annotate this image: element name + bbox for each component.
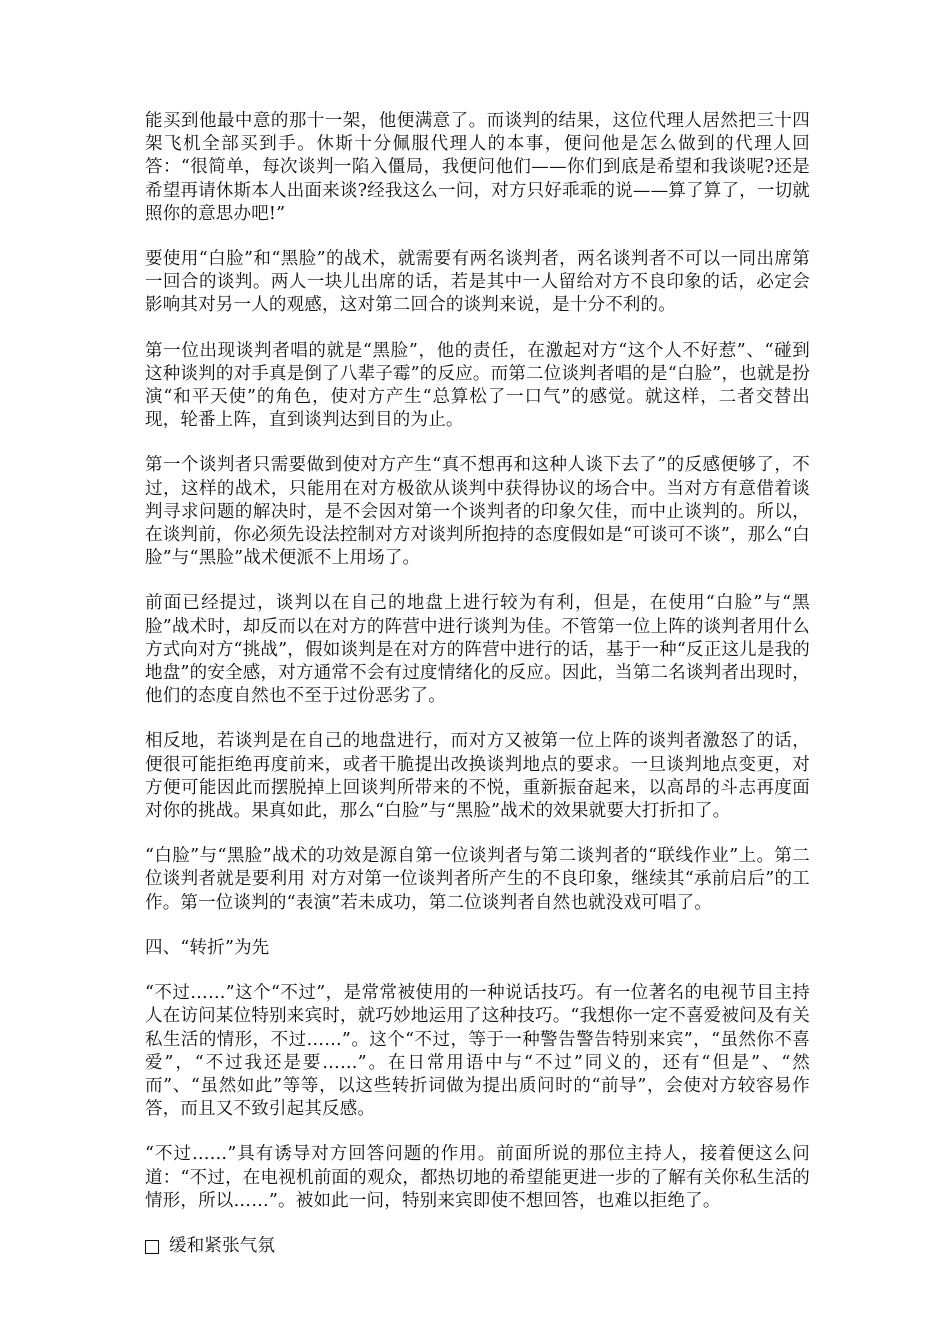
paragraph-5: 前面已经提过，谈判以在自己的地盘上进行较为有利，但是，在使用“白脸”与“黑脸”战术时，却反而以在对方的阵营中进行谈判为佳。不管第一位上阵的谈判者用什么方式向对方“挑战”，假如谈判是在对方的阵营中进行的话，基于一种“反正这儿是我的地盘”的安全感，对方通常不会有过度情绪化的反应。因此，当第二名谈判者出现时，他们的态度自然也不至于过份恶劣了。: [145, 593, 810, 707]
section-paragraph-2: “不过……”具有诱导对方回答问题的作用。前面所说的那位主持人，接着便这么问道：“不过，在电视机前面的观众，都热切地的希望能更进一步的了解有关你私生活的情形，所以……”。被如此一问，特别来宾即使不想回答，也难以拒绝了。: [145, 1144, 810, 1211]
section-paragraph-1: “不过……”这个“不过”，是常常被使用的一种说话技巧。有一位著名的电视节目主持人在访问某位特别来宾时，就巧妙地运用了这种技巧。“我想你一定不喜爱被问及有关私生活的情形，不过……”。这个“不过，等于一种警告警告特别来宾”，“虽然你不喜爱”，“不过我还是要……”。在日常用语中与“不过”同义的，还有“但是”、“然而”、“虽然如此”等等，以这些转折词做为提出质问时的“前导”，会使对方较容易作答，而且又不致引起其反感。: [145, 983, 810, 1120]
paragraph-4: 第一个谈判者只需要做到使对方产生“真不想再和这种人谈下去了”的反感便够了，不过，这样的战术，只能用在对方极欲从谈判中获得协议的场合中。当对方有意借着谈判寻求问题的解决时，是不会因对第一个谈判者的印象欠佳，而中止谈判的。所以，在谈判前，你必须先设法控制对方对谈判所抱持的态度假如是“可谈可不谈”，那么“白脸”与“黑脸”战术便派不上用场了。: [145, 455, 810, 569]
paragraph-2: 要使用“白脸”和“黑脸”的战术，就需要有两名谈判者，两名谈判者不可以一同出席第一回合的谈判。两人一块儿出席的话，若是其中一人留给对方不良印象的话，必定会影响其对另一人的观感，这对第二回合的谈判来说，是十分不利的。: [145, 249, 810, 316]
paragraph-6: 相反地，若谈判是在自己的地盘进行，而对方又被第一位上阵的谈判者激怒了的话，便很可能拒绝再度前来，或者干脆提出改换谈判地点的要求。一旦谈判地点变更，对方便可能因此而摆脱掉上回谈判所带来的不悦，重新振奋起来，以高昂的斗志再度面对你的挑战。果真如此，那么“白脸”与“黑脸”战术的效果就要大打折扣了。: [145, 731, 810, 822]
bullet-heading-text: 缓和紧张气氛: [169, 1235, 276, 1256]
square-box-icon: [145, 1240, 159, 1254]
paragraph-1: 能买到他最中意的那十一架，他便满意了。而谈判的结果，这位代理人居然把三十四架飞机全部买到手。休斯十分佩服代理人的本事，便问他是怎么做到的代理人回答：“很简单，每次谈判一陷入僵局，我便问他们——你们到底是希望和我谈呢?还是希望再请休斯本人出面来谈?经我这么一问，对方只好乖乖的说——算了算了，一切就照你的意思办吧!”: [145, 111, 810, 224]
section-heading: 四、“转折”为先: [145, 937, 270, 958]
bullet-heading: [145, 1235, 810, 1258]
paragraph-3: 第一位出现谈判者唱的就是“黑脸”，他的责任，在激起对方“这个人不好惹”、“碰到这种谈判的对手真是倒了八辈子霉”的反应。而第二位谈判者唱的是“白脸”，也就是扮演“和平天使”的角色，使对方产生“总算松了一口气”的感觉。就这样，二者交替出现，轮番上阵，直到谈判达到目的为止。: [145, 340, 810, 431]
paragraph-7: “白脸”与“黑脸”战术的功效是源自第一位谈判者与第二谈判者的“联线作业”上。第二位谈判者就是要利用 对方对第一位谈判者所产生的不良印象，继续其“承前启后”的工作。第一位谈判的“表演”若未成功，第二位谈判者自然也就没戏可唱了。: [145, 846, 810, 913]
document-page: [145, 110, 810, 1258]
